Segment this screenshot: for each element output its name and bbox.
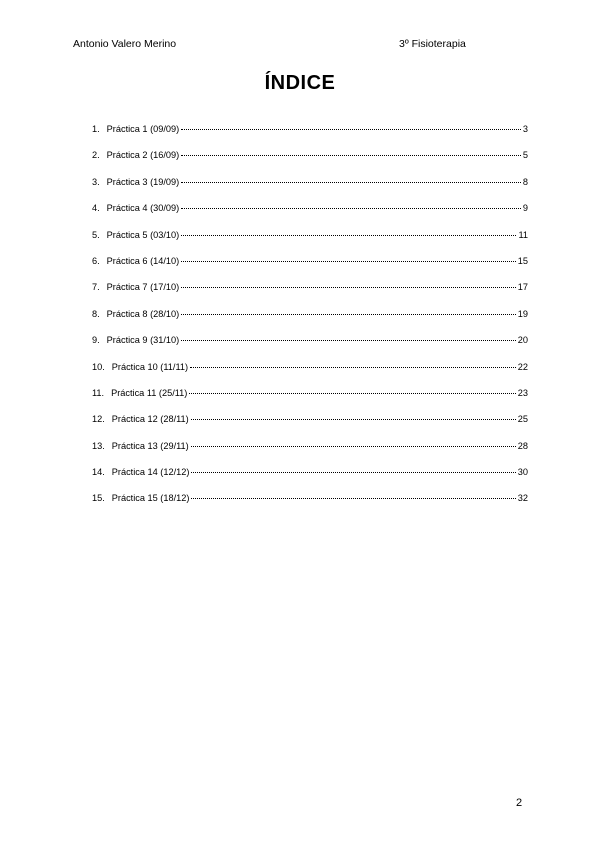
toc-entry-number: 7.: [92, 282, 100, 293]
toc-entry-page: 23: [517, 387, 528, 398]
toc-entry-label: Práctica 10 (11/11): [111, 361, 189, 372]
header-author: Antonio Valero Merino: [73, 38, 177, 50]
toc-entry-number: 9.: [92, 335, 100, 346]
toc-entry-page: 22: [517, 361, 528, 372]
toc-entry-page: 19: [517, 308, 528, 319]
toc-entry-number: 8.: [92, 308, 100, 319]
toc-entry-page: 8: [522, 176, 528, 187]
toc-entry[interactable]: [92, 256, 528, 282]
toc-dot-leader: [181, 208, 521, 209]
toc-entry-label: Práctica 5 (03/10): [106, 229, 180, 240]
toc-dot-leader: [181, 182, 521, 183]
toc-dot-leader: [181, 287, 516, 288]
toc-entry[interactable]: [92, 230, 528, 256]
table-of-contents: [92, 124, 528, 520]
toc-entry[interactable]: [92, 441, 528, 467]
toc-entry-number: 1.: [92, 124, 100, 134]
toc-entry-page: 11: [518, 229, 528, 240]
toc-entry-page: 30: [517, 467, 528, 478]
toc-dot-leader: [181, 340, 516, 341]
toc-entry-label: Práctica 12 (28/11): [111, 414, 189, 425]
toc-entry-number: 2.: [92, 150, 100, 161]
toc-entry-number: 15.: [92, 493, 105, 504]
toc-entry[interactable]: [92, 309, 528, 335]
toc-entry-label: Práctica 11 (25/11): [111, 387, 188, 398]
toc-entry-label: Práctica 14 (12/12): [111, 467, 190, 478]
toc-dot-leader: [191, 472, 515, 473]
toc-entry-number: 5.: [92, 229, 100, 240]
toc-entry-label: Práctica 6 (14/10): [106, 255, 180, 266]
toc-entry[interactable]: [92, 203, 528, 229]
toc-dot-leader: [189, 393, 515, 394]
toc-entry-label: Práctica 2 (16/09): [106, 150, 180, 161]
toc-entry[interactable]: [92, 177, 528, 203]
toc-dot-leader: [181, 155, 521, 156]
toc-entry-page: 17: [517, 282, 528, 293]
toc-entry-number: 11.: [92, 387, 105, 398]
toc-entry-page: 5: [522, 150, 528, 161]
toc-entry-label: Práctica 15 (18/12): [111, 493, 190, 504]
toc-dot-leader: [181, 261, 516, 262]
toc-entry[interactable]: [92, 150, 528, 176]
toc-entry-page: 20: [517, 335, 528, 346]
toc-entry-page: 15: [517, 255, 528, 266]
toc-entry-number: 6.: [92, 255, 100, 266]
toc-dot-leader: [191, 498, 515, 499]
toc-entry[interactable]: [92, 467, 528, 493]
toc-dot-leader: [191, 446, 516, 447]
toc-dot-leader: [181, 129, 521, 130]
toc-entry-number: 12.: [92, 414, 105, 425]
toc-entry-number: 3.: [92, 176, 100, 187]
toc-entry-page: 3: [522, 124, 528, 134]
toc-entry[interactable]: [92, 388, 528, 414]
toc-dot-leader: [181, 235, 516, 236]
toc-entry-page: 32: [517, 493, 528, 504]
toc-entry-page: 28: [517, 440, 528, 451]
toc-dot-leader: [191, 419, 516, 420]
toc-entry-label: Práctica 4 (30/09): [106, 203, 180, 214]
toc-entry-number: 10.: [92, 361, 105, 372]
toc-entry[interactable]: [92, 414, 528, 440]
toc-entry[interactable]: [92, 282, 528, 308]
toc-entry[interactable]: [92, 335, 528, 361]
toc-entry[interactable]: [92, 124, 528, 150]
toc-entry-number: 14.: [92, 467, 105, 478]
page-title: ÍNDICE: [264, 72, 336, 94]
toc-entry[interactable]: [92, 493, 528, 519]
toc-entry-label: Práctica 8 (28/10): [106, 308, 180, 319]
toc-entry-label: Práctica 7 (17/10): [106, 282, 180, 293]
toc-dot-leader: [190, 367, 516, 368]
toc-entry-label: Práctica 13 (29/11): [111, 440, 189, 451]
header-course: 3º Fisioterapia: [399, 38, 466, 50]
toc-entry-page: 25: [517, 414, 528, 425]
toc-entry-label: Práctica 9 (31/10): [106, 335, 180, 346]
toc-entry-page: 9: [522, 203, 528, 214]
toc-entry[interactable]: [92, 362, 528, 388]
page-number: 2: [516, 797, 523, 809]
toc-entry-number: 13.: [92, 440, 105, 451]
toc-entry-label: Práctica 1 (09/09): [106, 124, 180, 134]
toc-entry-label: Práctica 3 (19/09): [106, 176, 180, 187]
toc-dot-leader: [181, 314, 516, 315]
toc-entry-number: 4.: [92, 203, 100, 214]
